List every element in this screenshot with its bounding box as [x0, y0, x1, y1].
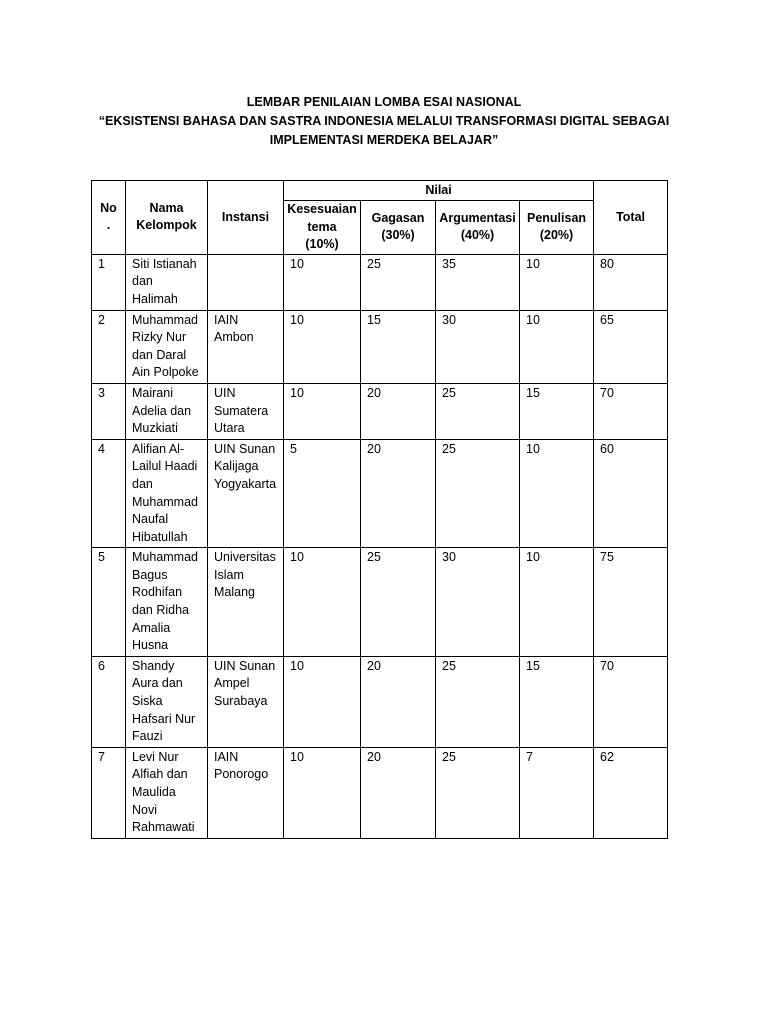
cell-penulisan: 10 — [520, 439, 594, 548]
cell-gagasan: 20 — [361, 656, 436, 747]
header-row — [92, 181, 668, 201]
cell-gagasan: 25 — [361, 548, 436, 657]
header-penulisan: Penulisan (20%) — [520, 201, 594, 255]
cell-no: 5 — [92, 548, 126, 657]
header-gagasan: Gagasan (30%) — [361, 201, 436, 255]
cell-argumentasi: 35 — [436, 254, 520, 310]
cell-kesesuaian: 10 — [284, 656, 361, 747]
title-line-2: “EKSISTENSI BAHASA DAN SASTRA INDONESIA MELALUI TRANSFORMASI DIGITAL SEBAGAI — [98, 114, 670, 128]
cell-no: 7 — [92, 747, 126, 838]
cell-no: 1 — [92, 254, 126, 310]
table-row — [92, 310, 668, 383]
cell-nama-kelompok: Levi Nur Alfiah dan Maulida Novi Rahmawati — [126, 747, 208, 838]
table-row — [92, 656, 668, 747]
score-table — [91, 180, 668, 839]
header-no: No . — [92, 181, 126, 255]
cell-argumentasi: 25 — [436, 747, 520, 838]
cell-nama-kelompok: Shandy Aura dan Siska Hafsari Nur Fauzi — [126, 656, 208, 747]
cell-kesesuaian: 10 — [284, 747, 361, 838]
cell-kesesuaian: 10 — [284, 548, 361, 657]
cell-penulisan: 7 — [520, 747, 594, 838]
cell-kesesuaian: 5 — [284, 439, 361, 548]
cell-penulisan: 15 — [520, 383, 594, 439]
cell-nama-kelompok: Alifian Al- Lailul Haadi dan Muhammad Naufal Hibatullah — [126, 439, 208, 548]
cell-gagasan: 20 — [361, 383, 436, 439]
cell-argumentasi: 30 — [436, 310, 520, 383]
cell-instansi: UIN Sunan Kalijaga Yogyakarta — [208, 439, 284, 548]
cell-total: 75 — [594, 548, 668, 657]
cell-instansi: UIN Sumatera Utara — [208, 383, 284, 439]
cell-no: 3 — [92, 383, 126, 439]
title-line-1: LEMBAR PENILAIAN LOMBA ESAI NASIONAL — [246, 95, 522, 109]
cell-argumentasi: 30 — [436, 548, 520, 657]
cell-nama-kelompok: Muhammad Bagus Rodhifan dan Ridha Amalia Husna — [126, 548, 208, 657]
header-instansi: Instansi — [208, 181, 284, 255]
score-table-body — [92, 254, 668, 838]
table-row — [92, 747, 668, 838]
cell-nama-kelompok: Mairani Adelia dan Muzkiati — [126, 383, 208, 439]
cell-no: 4 — [92, 439, 126, 548]
cell-total: 70 — [594, 656, 668, 747]
cell-total: 62 — [594, 747, 668, 838]
cell-total: 65 — [594, 310, 668, 383]
cell-gagasan: 20 — [361, 439, 436, 548]
cell-instansi: UIN Sunan Ampel Surabaya — [208, 656, 284, 747]
cell-gagasan: 25 — [361, 254, 436, 310]
cell-penulisan: 15 — [520, 656, 594, 747]
cell-instansi: IAIN Ponorogo — [208, 747, 284, 838]
cell-total: 60 — [594, 439, 668, 548]
cell-penulisan: 10 — [520, 254, 594, 310]
document-title — [60, 93, 708, 150]
cell-argumentasi: 25 — [436, 656, 520, 747]
cell-gagasan: 20 — [361, 747, 436, 838]
cell-nama-kelompok: Siti Istianah dan Halimah — [126, 254, 208, 310]
cell-total: 70 — [594, 383, 668, 439]
title-line-3: IMPLEMENTASI MERDEKA BELAJAR” — [269, 133, 499, 147]
cell-argumentasi: 25 — [436, 439, 520, 548]
table-row — [92, 439, 668, 548]
header-argumentasi: Argumentasi (40%) — [436, 201, 520, 255]
cell-total: 80 — [594, 254, 668, 310]
cell-instansi: Universitas Islam Malang — [208, 548, 284, 657]
cell-gagasan: 15 — [361, 310, 436, 383]
header-total: Total — [594, 181, 668, 255]
cell-kesesuaian: 10 — [284, 383, 361, 439]
cell-penulisan: 10 — [520, 548, 594, 657]
header-nama-kelompok: Nama Kelompok — [126, 181, 208, 255]
cell-kesesuaian: 10 — [284, 310, 361, 383]
cell-instansi: IAIN Ambon — [208, 310, 284, 383]
cell-kesesuaian: 10 — [284, 254, 361, 310]
cell-instansi — [208, 254, 284, 310]
table-row — [92, 254, 668, 310]
table-row — [92, 383, 668, 439]
cell-penulisan: 10 — [520, 310, 594, 383]
header-nilai: Nilai — [284, 181, 594, 201]
cell-no: 2 — [92, 310, 126, 383]
table-row — [92, 548, 668, 657]
cell-nama-kelompok: Muhammad Rizky Nur dan Daral Ain Polpoke — [126, 310, 208, 383]
header-kesesuaian: Kesesuaian tema (10%) — [284, 201, 361, 255]
cell-argumentasi: 25 — [436, 383, 520, 439]
cell-no: 6 — [92, 656, 126, 747]
